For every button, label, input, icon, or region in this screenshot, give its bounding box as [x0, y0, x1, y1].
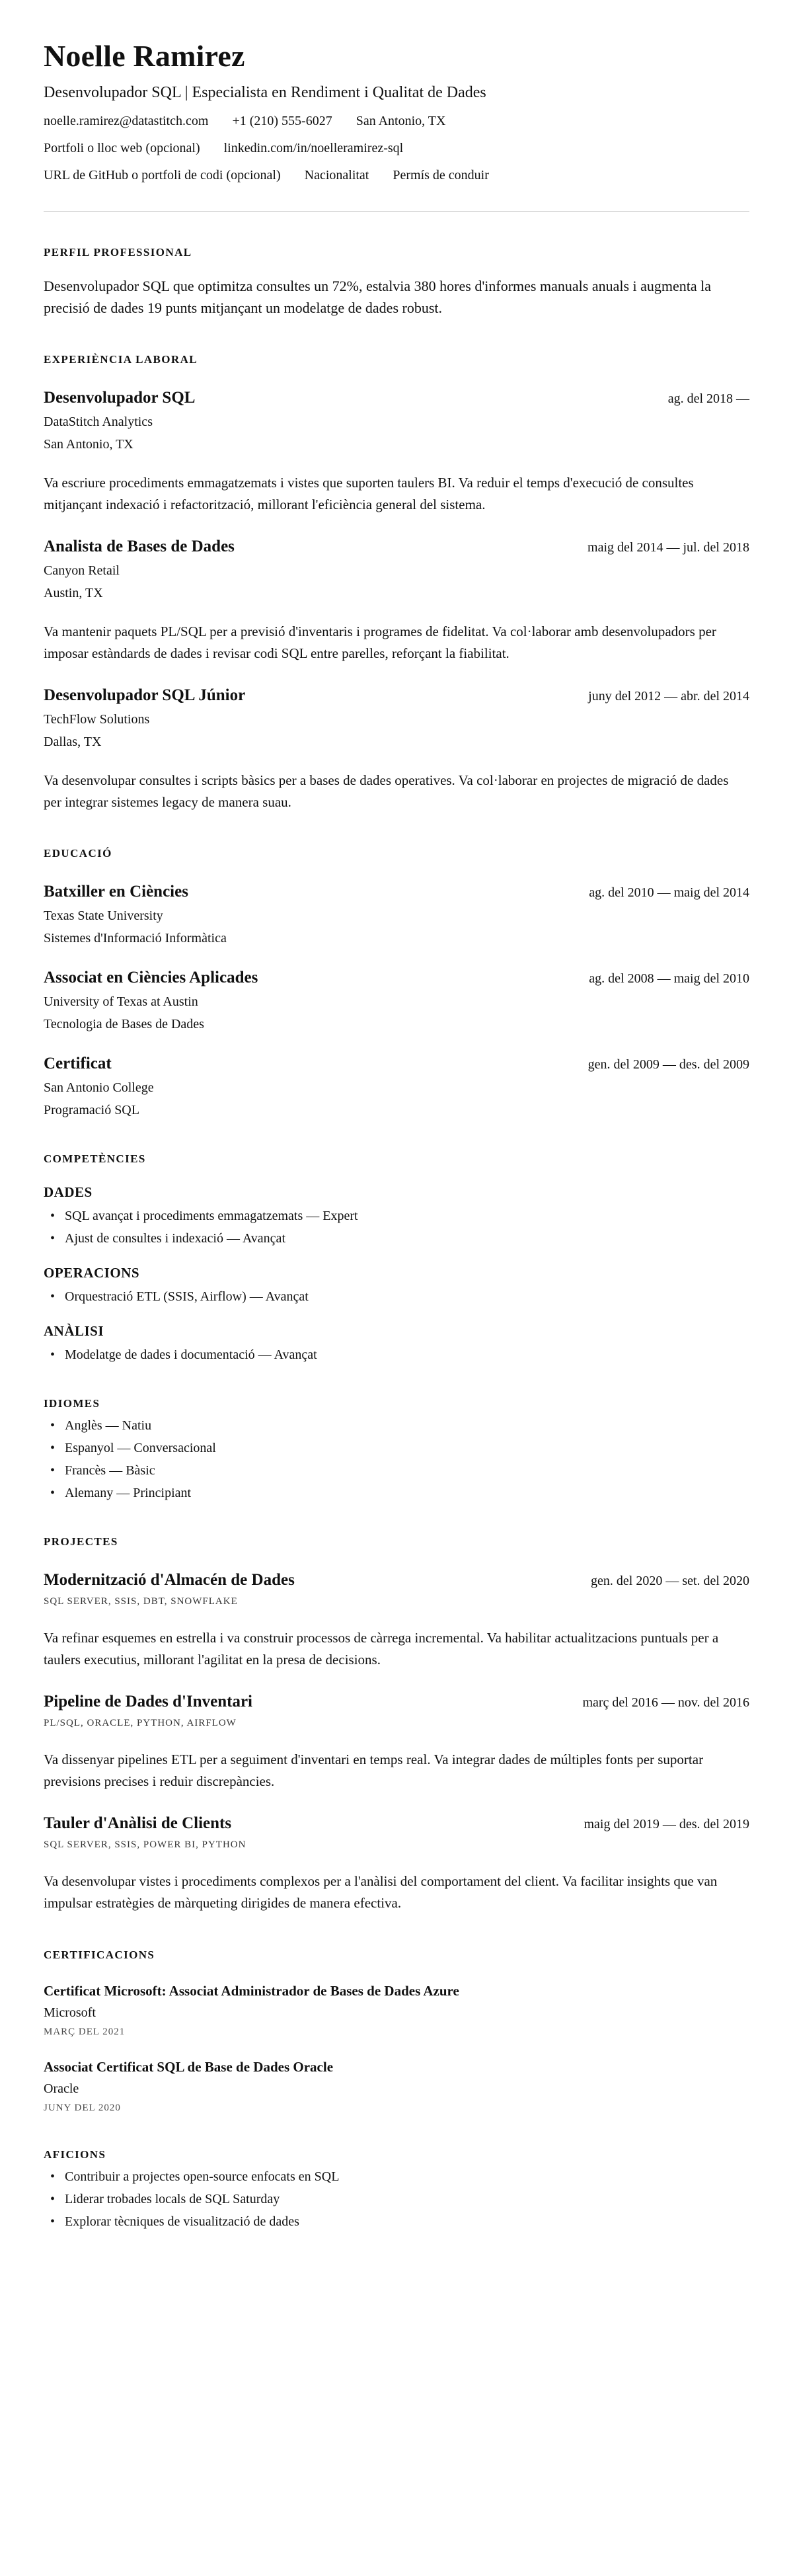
- job-entry: [44, 389, 749, 515]
- education-degree: Certificat: [44, 1055, 112, 1073]
- contact-phone[interactable]: +1 (210) 555-6027: [232, 114, 332, 128]
- project-title: Pipeline de Dades d'Inventari: [44, 1693, 252, 1711]
- section-hobbies: [44, 2148, 749, 2230]
- job-location: Dallas, TX: [44, 735, 102, 750]
- language-item: • Alemany — Principiant: [44, 1486, 749, 1501]
- section-title-projects: PROJECTES: [44, 1535, 118, 1549]
- section-title-certifications: CERTIFICACIONS: [44, 1948, 155, 1961]
- section-title-hobbies: AFICIONS: [44, 2148, 106, 2161]
- project-description: Va dissenyar pipelines ETL per a seguiment d'inventari en temps real. Va integrar dades de múltiples fonts per suportar previsions precises i reduir discrepàncies.: [44, 1751, 704, 1789]
- education-field: Programació SQL: [44, 1103, 139, 1118]
- project-stack: SQL SERVER, SSIS, DBT, SNOWFLAKE: [44, 1596, 238, 1607]
- job-header: [44, 538, 749, 556]
- contact-linkedin[interactable]: linkedin.com/in/noelleramirez-sql: [223, 141, 404, 155]
- section-title-experience: EXPERIÈNCIA LABORAL: [44, 353, 198, 366]
- job-date: ag. del 2018 —: [667, 391, 749, 406]
- education-header: [44, 969, 749, 987]
- certification-title: Associat Certificat SQL de Base de Dades Oracle: [44, 2058, 334, 2075]
- contact-email[interactable]: noelle.ramirez@datastitch.com: [44, 114, 209, 128]
- education-date: ag. del 2008 — maig del 2010: [589, 971, 749, 986]
- skill-item: • Orquestració ETL (SSIS, Airflow) — Avançat: [44, 1289, 749, 1305]
- job-title: Desenvolupador SQL Júnior: [44, 686, 246, 705]
- education-degree: Associat en Ciències Aplicades: [44, 969, 258, 987]
- contact-row-1: [44, 114, 749, 129]
- skill-group-title: DADES: [44, 1184, 93, 1201]
- education-entry: [44, 969, 749, 1032]
- section-languages: [44, 1397, 749, 1501]
- skill-list: [44, 1348, 749, 1363]
- project-stack: PL/SQL, ORACLE, PYTHON, AIRFLOW: [44, 1718, 237, 1729]
- certification-title: Certificat Microsoft: Associat Administrador de Bases de Dades Azure: [44, 1982, 459, 1999]
- project-description: Va refinar esquemes en estrella i va construir processos de càrrega incremental. Va habilitar actualitzacions puntuals per a taulers executius, millorant l'agilitat en la presa de decisions.: [44, 1630, 719, 1668]
- contact-row-3: [44, 168, 749, 183]
- education-field: Tecnologia de Bases de Dades: [44, 1017, 204, 1032]
- section-title-profile: PERFIL PROFESSIONAL: [44, 246, 192, 259]
- certification-entry: [44, 2059, 749, 2114]
- section-title-skills: COMPETÈNCIES: [44, 1152, 146, 1166]
- education-date: ag. del 2010 — maig del 2014: [589, 885, 749, 901]
- job-company: TechFlow Solutions: [44, 712, 150, 727]
- job-description: Va escriure procediments emmagatzemats i vistes que suporten taulers BI. Va reduir el temps d'execució de consultes mitjançant indexació i refactorització, millorant l'eficiència general del sistema.: [44, 475, 694, 512]
- skill-list: [44, 1289, 749, 1305]
- job-date: maig del 2014 — jul. del 2018: [587, 540, 749, 555]
- project-date: gen. del 2020 — set. del 2020: [591, 1574, 749, 1589]
- contact-row-2: [44, 141, 749, 156]
- section-skills: [44, 1152, 749, 1363]
- project-header: [44, 1693, 749, 1711]
- skill-item: • SQL avançat i procediments emmagatzemats — Expert: [44, 1209, 749, 1224]
- hobby-item: • Explorar tècniques de visualització de dades: [44, 2214, 749, 2230]
- job-description: Va desenvolupar consultes i scripts bàsics per a bases de dades operatives. Va col·laborar en projectes de migració de dades per integrar sistemes legacy de manera suau.: [44, 772, 729, 810]
- job-location: San Antonio, TX: [44, 437, 133, 452]
- language-item: • Espanyol — Conversacional: [44, 1441, 749, 1456]
- resume-header: [44, 38, 749, 183]
- project-title: Tauler d'Anàlisi de Clients: [44, 1814, 232, 1833]
- section-certifications: [44, 1949, 749, 2114]
- skill-group-title: OPERACIONS: [44, 1265, 140, 1281]
- education-school: University of Texas at Austin: [44, 994, 198, 1010]
- education-date: gen. del 2009 — des. del 2009: [587, 1057, 749, 1072]
- section-profile: [44, 246, 749, 319]
- certification-date: JUNY DEL 2020: [44, 2102, 121, 2113]
- job-company: DataStitch Analytics: [44, 415, 153, 429]
- hobby-item: • Liderar trobades locals de SQL Saturday: [44, 2192, 749, 2207]
- contact-website-placeholder[interactable]: Portfoli o lloc web (opcional): [44, 141, 200, 155]
- job-date: juny del 2012 — abr. del 2014: [588, 689, 749, 704]
- job-description: Va mantenir paquets PL/SQL per a previsió d'inventaris i programes de fidelitat. Va col·laborar amb desenvolupadors per imposar estàndards de dades i revisar codi SQL entre parelles, reforçant la fiabilitat.: [44, 624, 716, 661]
- certification-date: MARÇ DEL 2021: [44, 2026, 126, 2037]
- education-entry: [44, 883, 749, 946]
- project-date: març del 2016 — nov. del 2016: [582, 1695, 749, 1711]
- job-title: Analista de Bases de Dades: [44, 538, 235, 556]
- education-entry: [44, 1055, 749, 1118]
- certification-entry: [44, 1983, 749, 2038]
- contact-driving-license-placeholder[interactable]: Permís de conduir: [393, 168, 489, 182]
- project-entry: [44, 1814, 749, 1913]
- language-item: • Anglès — Natiu: [44, 1418, 749, 1433]
- language-list: [44, 1418, 749, 1501]
- job-title: Desenvolupador SQL: [44, 389, 196, 407]
- project-header: [44, 1814, 749, 1833]
- job-header: [44, 389, 749, 407]
- education-school: San Antonio College: [44, 1080, 154, 1096]
- education-field: Sistemes d'Informació Informàtica: [44, 931, 227, 946]
- contact-nationality-placeholder[interactable]: Nacionalitat: [304, 168, 369, 182]
- skill-item: • Modelatge de dades i documentació — Avançat: [44, 1348, 749, 1363]
- certification-issuer: Oracle: [44, 2081, 79, 2096]
- job-entry: [44, 538, 749, 664]
- section-education: [44, 847, 749, 1118]
- skill-list: [44, 1209, 749, 1246]
- project-title: Modernització d'Almacén de Dades: [44, 1571, 295, 1590]
- job-location: Austin, TX: [44, 586, 103, 601]
- project-stack: SQL SERVER, SSIS, POWER BI, PYTHON: [44, 1839, 246, 1851]
- skill-group-title: ANÀLISI: [44, 1323, 104, 1340]
- hobby-item: • Contribuir a projectes open-source enfocats en SQL: [44, 2169, 749, 2185]
- project-header: [44, 1571, 749, 1590]
- header-divider: [44, 211, 749, 212]
- job-company: Canyon Retail: [44, 563, 120, 579]
- job-entry: [44, 686, 749, 813]
- candidate-name: Noelle Ramirez: [44, 39, 245, 73]
- project-entry: [44, 1693, 749, 1792]
- education-degree: Batxiller en Ciències: [44, 883, 188, 901]
- language-item: • Francès — Bàsic: [44, 1463, 749, 1478]
- project-description: Va desenvolupar vistes i procediments complexos per a l'anàlisi del comportament del client. Va facilitar insights que van impulsar estratègies de màrqueting dirigides de manera efectiva.: [44, 1873, 718, 1912]
- job-header: [44, 686, 749, 705]
- candidate-title: Desenvolupador SQL | Especialista en Rendiment i Qualitat de Dades: [44, 84, 486, 101]
- contact-github-placeholder[interactable]: URL de GitHub o portfoli de codi (opcional): [44, 168, 281, 182]
- education-header: [44, 1055, 749, 1073]
- hobby-list: [44, 2169, 749, 2230]
- section-experience: [44, 353, 749, 813]
- project-date: maig del 2019 — des. del 2019: [584, 1817, 749, 1832]
- education-school: Texas State University: [44, 908, 163, 924]
- contact-location[interactable]: San Antonio, TX: [356, 114, 446, 128]
- education-header: [44, 883, 749, 901]
- certification-issuer: Microsoft: [44, 2005, 96, 2020]
- section-title-education: EDUCACIÓ: [44, 847, 112, 860]
- section-projects: [44, 1535, 749, 1913]
- section-title-languages: IDIOMES: [44, 1397, 100, 1410]
- skill-item: • Ajust de consultes i indexació — Avançat: [44, 1231, 749, 1246]
- project-entry: [44, 1571, 749, 1670]
- profile-summary: Desenvolupador SQL que optimitza consultes un 72%, estalvia 380 hores d'informes manuals anuals i augmenta la precisió de dades 19 punts mitjançant un modelatge de dades robust.: [44, 278, 712, 316]
